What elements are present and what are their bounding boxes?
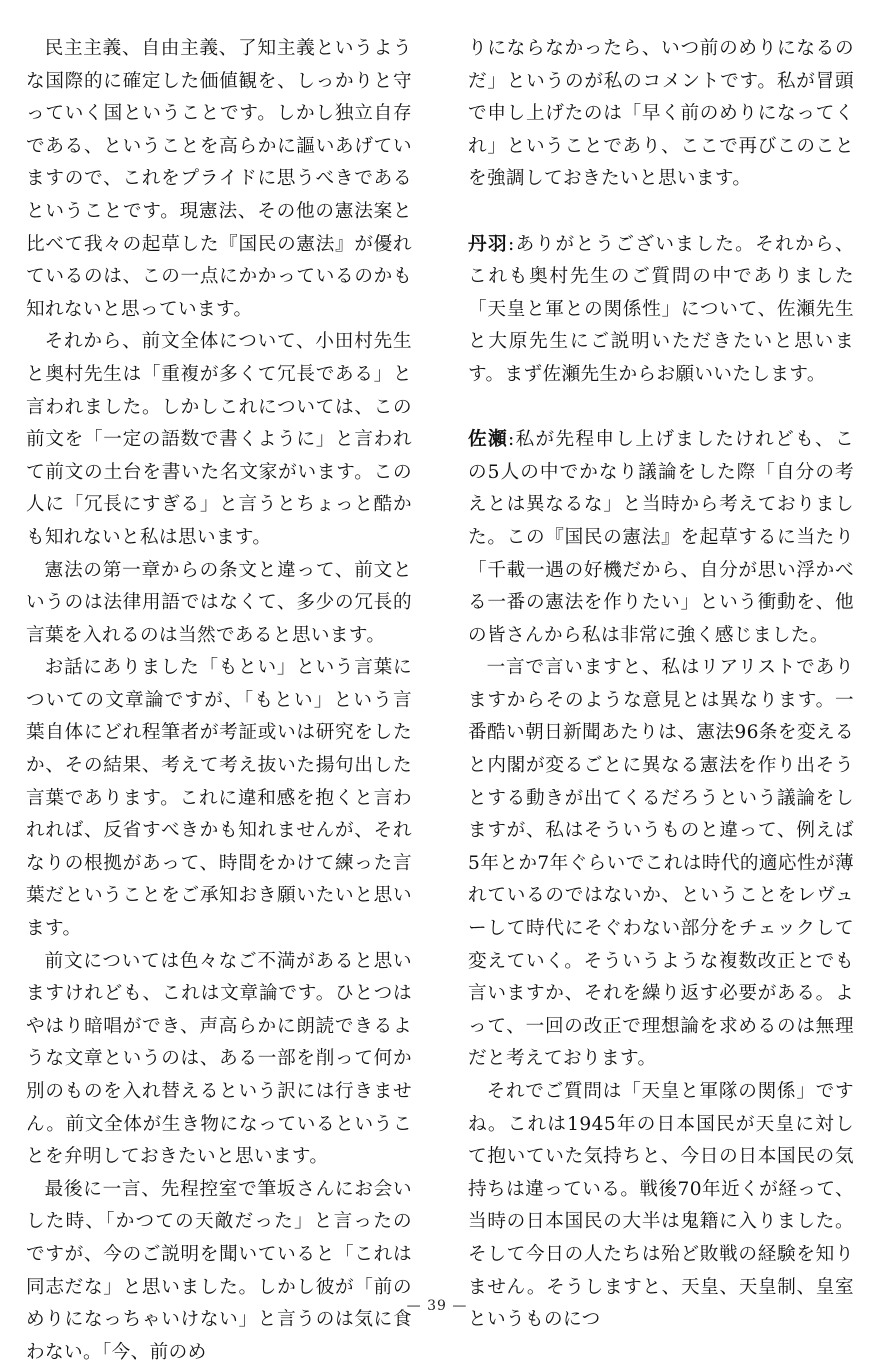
speech-niwa: [468, 229, 854, 392]
paragraph: それでご質問は「天皇と軍隊の関係」ですね。これは1945年の日本国民が天皇に対して抱いていた気持ちと、今日の日本国民の気持ちは違っている。戦後70年近くが経って、当時の日本国民の大半は鬼籍に入りました。そして今日の人たちは殆ど敗戦の経験を知りません。そうしますと、天皇、天皇制、皇室というものにつ: [468, 1081, 854, 1331]
speaker-name: 佐瀬: [468, 429, 508, 451]
paragraph: 前文については色々なご不満があると思いますけれども、これは文章論です。ひとつはやはり暗唱ができ、声高らかに朗読できるような文章というのは、ある一部を削って何か別のものを入れ替えるという訳には行きません。前文全体が生き物になっているということを弁明しておきたいと思います。: [26, 950, 412, 1168]
paragraph: 民主主義、自由主義、了知主義というような国際的に確定した価値観を、しっかりと守っていく国ということです。しかし独立自存である、ということを高らかに謳いあげていますので、これをプライドに思うべきであるということです。現憲法、その他の憲法案と比べて我々の起草した『国民の憲法』が優れているのは、この一点にかかっているのかも知れないと思っています。: [26, 38, 412, 320]
paragraph: 最後に一言、先程控室で筆坂さんにお会いした時、「かつての天敵だった」と言ったのですが、今のご説明を聞いていると「これは同志だな」と思いました。しかし彼が「前のめりになっちゃいけない」と言うのは気に食わない。「今、前のめ: [26, 1178, 412, 1363]
paragraph: 憲法の第一章からの条文と違って、前文というのは法律用語ではなくて、多少の冗長的言葉を入れるのは当然であると思います。: [26, 559, 412, 646]
paragraph: それから、前文全体について、小田村先生と奥村先生は「重複が多くて冗長である」と言われました。しかしこれについては、この前文を「一定の語数で書くように」と言われて前文の土台を書いた名文家がいます。この人に「冗長にすぎる」と言うとちょっと酷かも知れないと私は思います。: [26, 331, 412, 548]
page-number: — 39 —: [406, 1298, 468, 1314]
speaker-name: 丹羽: [468, 233, 508, 255]
speech-sase: [468, 424, 854, 652]
paragraph: お話にありました「もとい」という言葉についての文章論ですが、「もとい」という言葉自体にどれ程筆者が考証或いは研究をしたか、その結果、考えて考え抜いた揚句出した言葉であります。これに違和感を抱くと言われれば、反省すべきかも知れませんが、それなりの根拠があって、時間をかけて練った言葉だということをご承知おき願いたいと思います。: [26, 657, 412, 940]
speech-text: :ありがとうございました。それから、これも奥村先生のご質問の中でありました「天皇と軍との関係性」について、佐瀬先生と大原先生にご説明いただきたいと思います。まず佐瀬先生からお願いいたします。: [468, 233, 854, 385]
left-column: [26, 33, 412, 1369]
paragraph: 一言で言いますと、私はリアリストでありますからそのような意見とは異なります。一番酷い朝日新聞あたりは、憲法96条を変えると内閣が変るごとに異なる憲法を作り出そうとする動きが出てくるだろうという議論をしますが、私はそういうものと違って、例えば5年とか7年ぐらいでこれは時代的適応性が薄れているのではないか、ということをレヴューして時代にそぐわない部分をチェックして変えていく。そういうような複数改正とでも言いますか、それを繰り返す必要がある。よって、一回の改正で理想論を求めるのは無理だと考えております。: [468, 657, 854, 1070]
right-column: [468, 33, 854, 1337]
speech-text: :私が先程申し上げましたけれども、この5人の中でかなり議論をした際「自分の考えとは異なるな」と当時から考えておりました。この『国民の憲法』を起草するに当たり「千載一遇の好機だから、自分が思い浮かべる一番の憲法を作りたい」という衝動を、他の皆さんから私は非常に強く感じました。: [468, 429, 854, 646]
continued-paragraph: りにならなかったら、いつ前のめりになるのだ」というのが私のコメントです。私が冒頭で申し上げたのは「早く前のめりになってくれ」ということであり、ここで再びこのことを強調しておきたいと思います。: [468, 38, 854, 190]
